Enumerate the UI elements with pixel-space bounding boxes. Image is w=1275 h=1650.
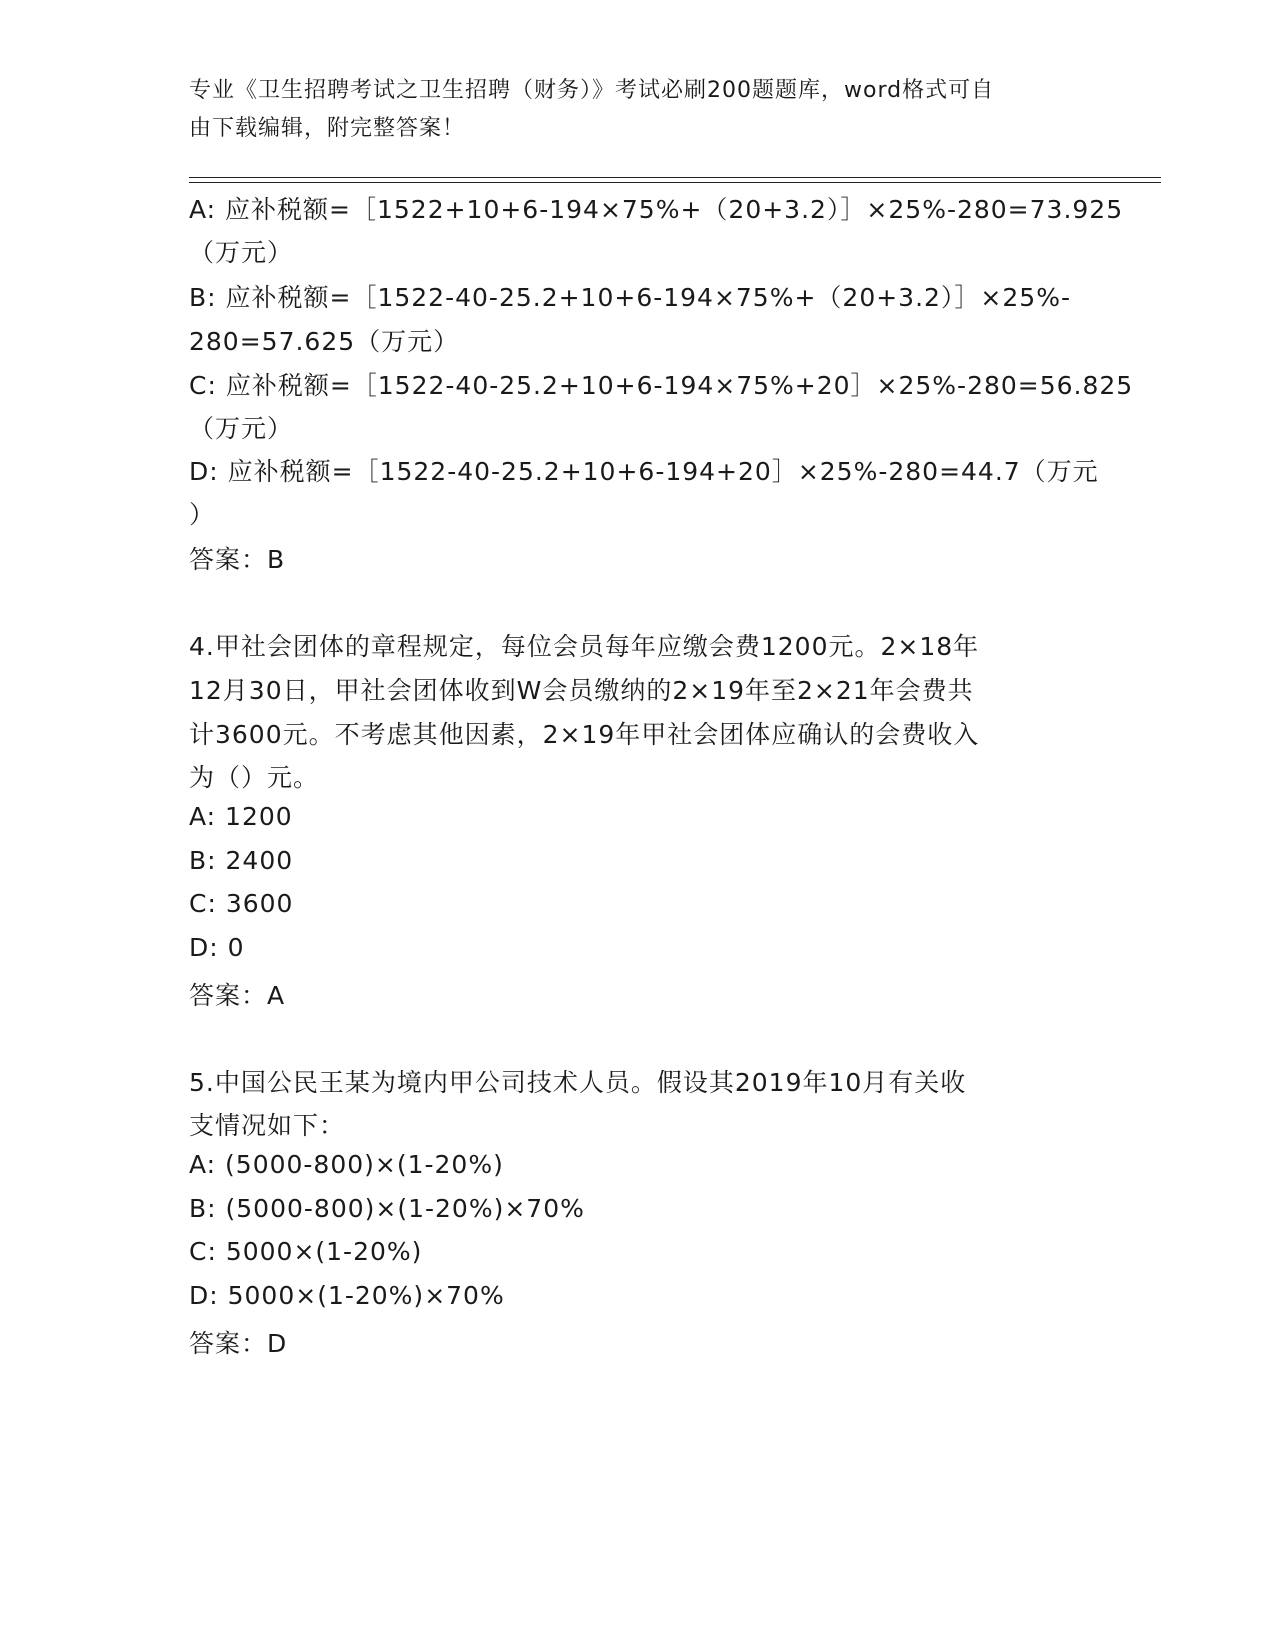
q3-option-b-line-1: B: 应补税额=［1522-40-25.2+10+6-194×75%+（20+3.2）］×25%- bbox=[189, 283, 1071, 312]
header-line-2: 由下载编辑，附完整答案！ bbox=[189, 116, 466, 141]
document-header bbox=[189, 72, 1089, 148]
q3-option-c-line-2: （万元） bbox=[189, 414, 294, 443]
q5-stem-line-1: 5.中国公民王某为境内甲公司技术人员。假设其2019年10月有关收 bbox=[189, 1068, 967, 1097]
q5-option-c: C: 5000×(1-20%) bbox=[189, 1237, 423, 1266]
q4-option-c: C: 3600 bbox=[189, 889, 294, 918]
q5-answer: 答案：D bbox=[189, 1329, 288, 1358]
header-divider-top bbox=[189, 177, 1161, 178]
q5-stem-line-2: 支情况如下： bbox=[189, 1111, 346, 1140]
q5-option-d: D: 5000×(1-20%)×70% bbox=[189, 1281, 505, 1310]
q4-option-d: D: 0 bbox=[189, 933, 245, 962]
q4-stem-line-1: 4.甲社会团体的章程规定，每位会员每年应缴会费1200元。2×18年 bbox=[189, 632, 980, 661]
q4-option-b: B: 2400 bbox=[189, 846, 294, 875]
q4-stem-line-3: 计3600元。不考虑其他因素，2×19年甲社会团体应确认的会费收入 bbox=[189, 720, 980, 749]
q3-option-b-line-2: 280=57.625（万元） bbox=[189, 327, 460, 356]
q5-option-b: B: (5000-800)×(1-20%)×70% bbox=[189, 1194, 585, 1223]
q4-answer: 答案：A bbox=[189, 981, 286, 1010]
q3-option-a-line-1: A: 应补税额=［1522+10+6-194×75%+（20+3.2）］×25%-280=73.925 bbox=[189, 195, 1124, 224]
q3-option-c-line-1: C: 应补税额=［1522-40-25.2+10+6-194×75%+20］×25%-280=56.825 bbox=[189, 371, 1134, 400]
header-divider-bottom bbox=[189, 182, 1161, 183]
q3-option-d-line-2: ） bbox=[189, 500, 216, 529]
q3-answer: 答案：B bbox=[189, 545, 286, 574]
header-line-1: 专业《卫生招聘考试之卫生招聘（财务）》考试必刷200题题库，word格式可自 bbox=[189, 78, 995, 103]
q3-option-a-line-2: （万元） bbox=[189, 238, 294, 267]
q3-option-d-line-1: D: 应补税额=［1522-40-25.2+10+6-194+20］×25%-280=44.7（万元 bbox=[189, 457, 1099, 486]
q4-stem-line-2: 12月30日，甲社会团体收到W会员缴纳的2×19年至2×21年会费共 bbox=[189, 676, 974, 705]
q4-option-a: A: 1200 bbox=[189, 802, 293, 831]
q4-stem-line-4: 为（）元。 bbox=[189, 763, 320, 792]
q5-option-a: A: (5000-800)×(1-20%) bbox=[189, 1150, 504, 1179]
